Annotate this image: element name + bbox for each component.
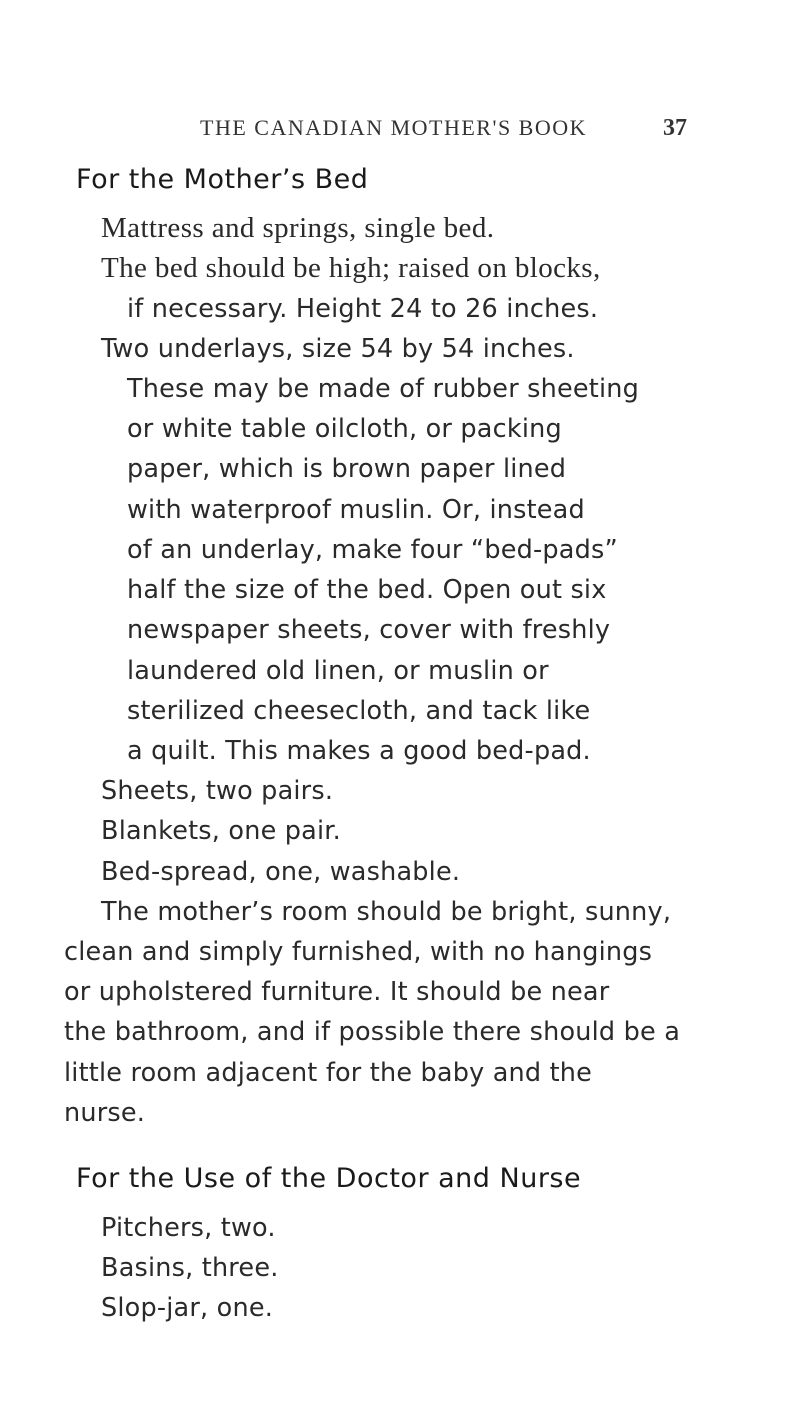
text-line: The bed should be high; raised on blocks, [101,252,601,284]
text-line: sterilized cheesecloth, and tack like [127,696,591,726]
text-line: nurse. [64,1098,146,1128]
text-line: Blankets, one pair. [101,816,341,846]
text-line: a quilt. This makes a good bed-pad. [127,736,591,766]
text-line: Sheets, two pairs. [101,776,334,806]
text-line: half the size of the bed. Open out six [127,575,607,605]
text-line: Two underlays, size 54 by 54 inches. [101,334,575,364]
running-head [0,115,800,145]
text-line: The mother’s room should be bright, sunny, [101,897,672,927]
text-line: paper, which is brown paper lined [127,454,567,484]
text-line: Basins, three. [101,1253,279,1283]
text-line: clean and simply furnished, with no hangings [64,937,653,967]
running-title: THE CANADIAN MOTHER'S BOOK [200,115,588,140]
section-heading-mother-bed: For the Mother’s Bed [76,164,369,195]
text-line: Slop-jar, one. [101,1293,274,1323]
text-line: laundered old linen, or muslin or [127,656,549,686]
text-line: with waterproof muslin. Or, instead [127,495,585,525]
text-line: little room adjacent for the baby and the [64,1058,593,1088]
text-line: if necessary. Height 24 to 26 inches. [127,294,599,324]
text-line: Mattress and springs, single bed. [101,212,495,244]
text-line: or upholstered furniture. It should be near [64,977,610,1007]
text-line: These may be made of rubber sheeting [127,374,640,404]
text-line: newspaper sheets, cover with freshly [127,615,611,645]
text-line: of an underlay, make four “bed-pads” [127,535,618,565]
text-line: the bathroom, and if possible there should be a [64,1017,681,1047]
text-line: or white table oilcloth, or packing [127,414,562,444]
text-line: Bed-spread, one, washable. [101,857,461,887]
text-line: Pitchers, two. [101,1213,276,1243]
section-heading-doctor-nurse: For the Use of the Doctor and Nurse [76,1163,582,1194]
page-number: 37 [663,115,687,141]
